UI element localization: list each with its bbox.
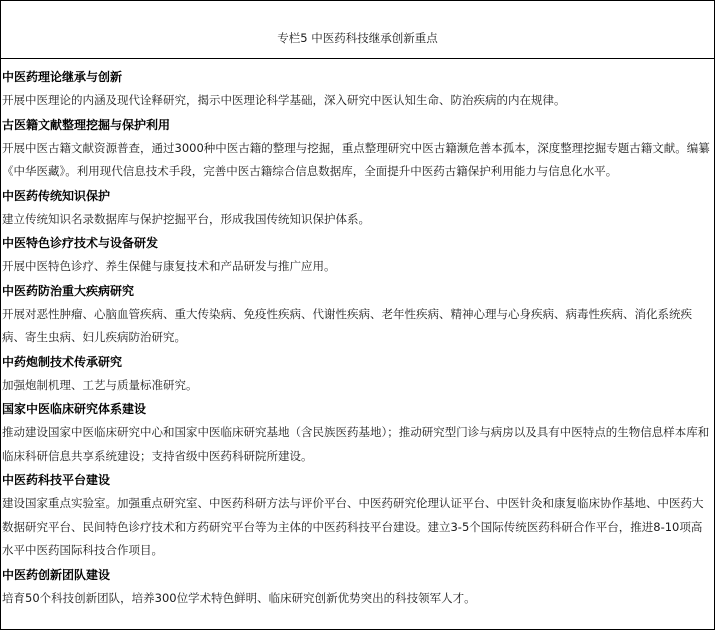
section-text: 建立传统知识名录数据库与保护挖掘平台，形成我国传统知识保护体系。 bbox=[2, 211, 370, 226]
section-text: 加强炮制机理、工艺与质量标准研究。 bbox=[2, 377, 198, 392]
section-text: 开展中医古籍文献资源普查，通过3000种中医古籍的整理与挖掘，重点整理研究中医古籍濒危善本孤本，深度整理挖掘专题古籍文献。编纂《中华医藏》。利用现代信息技术手段，完善中医古籍综合信息数据库，全面提升中医药古籍保护利用能力与信息化水平。 bbox=[2, 140, 710, 178]
section-heading: 中药炮制技术传承研究 bbox=[2, 354, 123, 369]
section-text: 开展中医特色诊疗、养生保健与康复技术和产品研发与推广应用。 bbox=[2, 259, 336, 273]
section-traditional-knowledge bbox=[2, 184, 712, 232]
section-heading: 中医药防治重大疾病研究 bbox=[2, 283, 135, 298]
section-heading: 中医药传统知识保护 bbox=[2, 188, 111, 203]
section-text: 开展对恶性肿瘤、心脑血管疾病、重大传染病、免疫性疾病、代谢性疾病、老年性疾病、精神心理与心身疾病、病毒性疾病、消化系统疾病、寄生虫病、妇儿疾病防治研究。 bbox=[2, 306, 692, 344]
section-text: 推动建设国家中医临床研究中心和国家中医临床研究基地（含民族医药基地）；推动研究型门诊与病房以及具有中医特点的生物信息样本库和临床科研信息共享系统建设；支持省级中医药科研院所建设。 bbox=[2, 425, 710, 463]
section-tech-platform bbox=[2, 468, 712, 563]
section-diagnosis-devices bbox=[2, 231, 712, 279]
section-heading: 国家中医临床研究体系建设 bbox=[2, 402, 147, 416]
column-content bbox=[2, 65, 712, 610]
section-text: 建设国家重点实验室。加强重点研究室、中医药科研方法与评价平台、中医药研究伦理认证平台、中医针灸和康复临床协作基地、中医药大数据研究平台、民间特色诊疗技术和方药研究平台等为主体的中医药科技平台建设。建立3-5个国际传统医药科研合作平台，推进8-10项高水平中医药国际科技合作项目。 bbox=[2, 496, 704, 557]
section-heading: 古医籍文献整理挖掘与保护利用 bbox=[2, 117, 171, 132]
section-theory bbox=[2, 65, 712, 113]
section-text: 开展中医理论的内涵及现代诠释研究，揭示中医理论科学基础，深入研究中医认知生命、防治疾病的内在规律。 bbox=[2, 93, 566, 107]
column-title: 专栏5 中医药科技继承创新重点 bbox=[277, 31, 438, 45]
section-text: 培育50个科技创新团队，培养300位学术特色鲜明、临床研究创新优势突出的科技领军人才。 bbox=[2, 590, 476, 605]
section-innovation-teams bbox=[2, 563, 712, 611]
section-heading: 中医药科技平台建设 bbox=[2, 473, 111, 487]
section-major-diseases bbox=[2, 279, 712, 350]
section-heading: 中医药理论继承与创新 bbox=[2, 70, 123, 84]
section-heading: 中医药创新团队建设 bbox=[2, 567, 111, 582]
section-heading: 中医特色诊疗技术与设备研发 bbox=[2, 236, 159, 250]
section-processing bbox=[2, 350, 712, 398]
column-header bbox=[1, 1, 714, 59]
section-ancient-texts bbox=[2, 113, 712, 184]
section-clinical-research bbox=[2, 397, 712, 468]
